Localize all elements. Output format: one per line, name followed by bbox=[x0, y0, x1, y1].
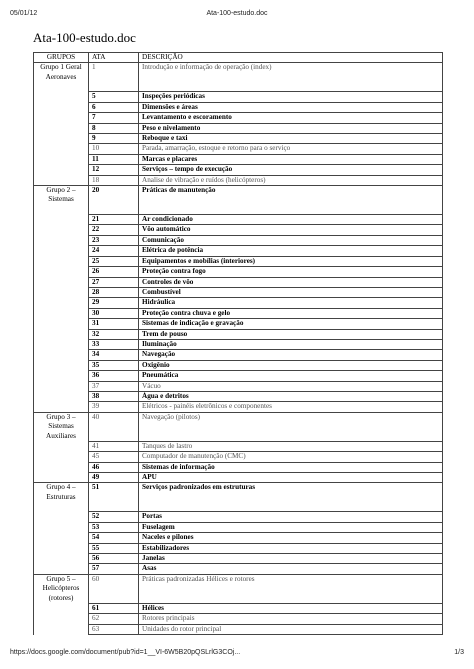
ata-number-cell: 31 bbox=[89, 319, 139, 329]
table-row bbox=[34, 165, 443, 175]
table-row bbox=[34, 287, 443, 297]
table-row bbox=[34, 452, 443, 462]
ata-number-cell: 20 bbox=[89, 186, 139, 215]
group-cell: Grupo 4 – Estruturas bbox=[34, 483, 89, 512]
document-title: Ata-100-estudo.doc bbox=[33, 30, 136, 45]
table-row bbox=[34, 522, 443, 532]
description-cell: Navegação bbox=[139, 350, 443, 360]
description-cell: Inspeções periódicas bbox=[139, 92, 443, 102]
group-cell bbox=[34, 144, 89, 154]
description-cell: Fuselagem bbox=[139, 522, 443, 532]
group-cell bbox=[34, 123, 89, 133]
description-cell: Práticas de manutenção bbox=[139, 186, 443, 215]
ata-number-cell: 56 bbox=[89, 554, 139, 564]
description-cell: Introdução e informação de operação (index) bbox=[139, 63, 443, 92]
description-cell: Controles de vôo bbox=[139, 277, 443, 287]
description-cell: Práticas padronizadas Hélices e rotores bbox=[139, 574, 443, 603]
group-cell bbox=[34, 533, 89, 543]
description-cell: Água e detritos bbox=[139, 391, 443, 401]
description-cell: Elétrica de potência bbox=[139, 246, 443, 256]
table-row bbox=[34, 391, 443, 401]
group-cell bbox=[34, 319, 89, 329]
group-cell bbox=[34, 102, 89, 112]
table-row bbox=[34, 462, 443, 472]
group-cell bbox=[34, 277, 89, 287]
description-cell: Dimensões e áreas bbox=[139, 102, 443, 112]
ata-number-cell: 23 bbox=[89, 235, 139, 245]
table-row bbox=[34, 339, 443, 349]
table-row bbox=[34, 543, 443, 553]
group-cell bbox=[34, 452, 89, 462]
ata-number-cell: 39 bbox=[89, 402, 139, 412]
table-row bbox=[34, 256, 443, 266]
group-cell bbox=[34, 512, 89, 522]
description-cell: Combustível bbox=[139, 287, 443, 297]
description-cell: Trem de pouso bbox=[139, 329, 443, 339]
group-cell: Grupo 1 Geral Aeronaves bbox=[34, 63, 89, 92]
group-cell bbox=[34, 154, 89, 164]
print-footer bbox=[0, 649, 474, 661]
group-cell bbox=[34, 308, 89, 318]
group-cell bbox=[34, 462, 89, 472]
description-cell: Analise de vibração e ruídos (helicópteros) bbox=[139, 175, 443, 185]
group-cell: Grupo 3 – Sistemas Auxiliares bbox=[34, 412, 89, 441]
group-cell bbox=[34, 350, 89, 360]
group-cell bbox=[34, 215, 89, 225]
group-cell bbox=[34, 235, 89, 245]
group-cell bbox=[34, 554, 89, 564]
table-row bbox=[34, 123, 443, 133]
description-cell: Proteção contra fogo bbox=[139, 267, 443, 277]
description-cell: Computador de manutenção (CMC) bbox=[139, 452, 443, 462]
table-row bbox=[34, 225, 443, 235]
ata-number-cell: 36 bbox=[89, 371, 139, 381]
ata-number-cell: 41 bbox=[89, 441, 139, 451]
table-row bbox=[34, 175, 443, 185]
description-cell: Proteção contra chuva e gelo bbox=[139, 308, 443, 318]
table-body bbox=[34, 63, 443, 635]
ata-number-cell: 27 bbox=[89, 277, 139, 287]
description-cell: Reboque e taxi bbox=[139, 134, 443, 144]
ata-number-cell: 63 bbox=[89, 624, 139, 634]
group-cell bbox=[34, 113, 89, 123]
table-row bbox=[34, 512, 443, 522]
description-cell: Estabilizadores bbox=[139, 543, 443, 553]
ata-number-cell: 9 bbox=[89, 134, 139, 144]
ata-number-cell: 28 bbox=[89, 287, 139, 297]
print-header bbox=[0, 10, 474, 22]
ata-number-cell: 5 bbox=[89, 92, 139, 102]
ata-number-cell: 24 bbox=[89, 246, 139, 256]
description-cell: APU bbox=[139, 473, 443, 483]
ata-table bbox=[33, 52, 443, 635]
description-cell: Sistemas de informação bbox=[139, 462, 443, 472]
table-row bbox=[34, 215, 443, 225]
table-row bbox=[34, 92, 443, 102]
description-cell: Hélices bbox=[139, 603, 443, 613]
ata-number-cell: 29 bbox=[89, 298, 139, 308]
table-row bbox=[34, 154, 443, 164]
group-cell bbox=[34, 624, 89, 634]
description-cell: Rotores principais bbox=[139, 614, 443, 624]
ata-number-cell: 21 bbox=[89, 215, 139, 225]
table-row bbox=[34, 246, 443, 256]
page-number: 1/3 bbox=[454, 649, 464, 656]
table-row bbox=[34, 614, 443, 624]
ata-number-cell: 10 bbox=[89, 144, 139, 154]
ata-number-cell: 54 bbox=[89, 533, 139, 543]
description-cell: Portas bbox=[139, 512, 443, 522]
table-row bbox=[34, 554, 443, 564]
group-cell bbox=[34, 175, 89, 185]
group-cell bbox=[34, 256, 89, 266]
group-cell bbox=[34, 614, 89, 624]
ata-number-cell: 38 bbox=[89, 391, 139, 401]
table-row bbox=[34, 319, 443, 329]
description-cell: Navegação (pilotos) bbox=[139, 412, 443, 441]
ata-number-cell: 46 bbox=[89, 462, 139, 472]
table-row bbox=[34, 102, 443, 112]
ata-number-cell: 49 bbox=[89, 473, 139, 483]
description-cell: Unidades do rotor principal bbox=[139, 624, 443, 634]
description-cell: Pneumática bbox=[139, 371, 443, 381]
description-cell: Naceles e pilones bbox=[139, 533, 443, 543]
table-row bbox=[34, 350, 443, 360]
ata-number-cell: 33 bbox=[89, 339, 139, 349]
group-cell bbox=[34, 441, 89, 451]
description-cell: Peso e nivelamento bbox=[139, 123, 443, 133]
group-cell bbox=[34, 473, 89, 483]
description-cell: Comunicação bbox=[139, 235, 443, 245]
group-cell bbox=[34, 603, 89, 613]
group-cell bbox=[34, 92, 89, 102]
description-cell: Janelas bbox=[139, 554, 443, 564]
table-row bbox=[34, 63, 443, 92]
description-cell: Sistemas de indicação e gravação bbox=[139, 319, 443, 329]
table-row bbox=[34, 186, 443, 215]
table-row bbox=[34, 412, 443, 441]
ata-number-cell: 55 bbox=[89, 543, 139, 553]
group-cell bbox=[34, 267, 89, 277]
table-row bbox=[34, 473, 443, 483]
ata-number-cell: 61 bbox=[89, 603, 139, 613]
description-cell: Hidráulica bbox=[139, 298, 443, 308]
table-row bbox=[34, 402, 443, 412]
table-row bbox=[34, 564, 443, 574]
group-cell bbox=[34, 522, 89, 532]
ata-number-cell: 52 bbox=[89, 512, 139, 522]
description-cell: Vácuo bbox=[139, 381, 443, 391]
ata-number-cell: 1 bbox=[89, 63, 139, 92]
group-cell bbox=[34, 564, 89, 574]
group-cell bbox=[34, 360, 89, 370]
page-url: https://docs.google.com/document/pub?id=1__VI-6W5B20pQSLrlG3COj... bbox=[10, 649, 241, 656]
description-cell: Elétricos - painéis eletrônicos e componentes bbox=[139, 402, 443, 412]
ata-number-cell: 18 bbox=[89, 175, 139, 185]
description-cell: Iluminação bbox=[139, 339, 443, 349]
group-cell bbox=[34, 339, 89, 349]
ata-number-cell: 22 bbox=[89, 225, 139, 235]
ata-number-cell: 35 bbox=[89, 360, 139, 370]
description-cell: Levantamento e escoramento bbox=[139, 113, 443, 123]
ata-number-cell: 51 bbox=[89, 483, 139, 512]
table-row bbox=[34, 144, 443, 154]
ata-number-cell: 8 bbox=[89, 123, 139, 133]
ata-number-cell: 25 bbox=[89, 256, 139, 266]
group-cell bbox=[34, 134, 89, 144]
group-cell bbox=[34, 165, 89, 175]
table-row bbox=[34, 308, 443, 318]
ata-number-cell: 45 bbox=[89, 452, 139, 462]
description-cell: Serviços padronizados em estruturas bbox=[139, 483, 443, 512]
group-cell: Grupo 2 – Sistemas bbox=[34, 186, 89, 215]
ata-number-cell: 40 bbox=[89, 412, 139, 441]
ata-number-cell: 6 bbox=[89, 102, 139, 112]
table-row bbox=[34, 574, 443, 603]
description-cell: Parada, amarração, estoque e retorno para o serviço bbox=[139, 144, 443, 154]
ata-number-cell: 60 bbox=[89, 574, 139, 603]
table-row bbox=[34, 235, 443, 245]
table-header-row bbox=[34, 53, 443, 63]
table-row bbox=[34, 603, 443, 613]
ata-number-cell: 12 bbox=[89, 165, 139, 175]
description-cell: Equipamentos e mobílias (interiores) bbox=[139, 256, 443, 266]
description-cell: Oxigênio bbox=[139, 360, 443, 370]
table-row bbox=[34, 113, 443, 123]
header-ata: ATA bbox=[89, 53, 139, 63]
group-cell bbox=[34, 329, 89, 339]
description-cell: Marcas e placares bbox=[139, 154, 443, 164]
table-row bbox=[34, 371, 443, 381]
group-cell bbox=[34, 287, 89, 297]
group-cell bbox=[34, 543, 89, 553]
header-grupos: GRUPOS bbox=[34, 53, 89, 63]
description-cell: Serviços – tempo de execução bbox=[139, 165, 443, 175]
header-descricao: DESCRIÇÃO bbox=[139, 53, 443, 63]
ata-number-cell: 53 bbox=[89, 522, 139, 532]
group-cell bbox=[34, 225, 89, 235]
table-row bbox=[34, 624, 443, 634]
group-cell: Grupo 5 – Helicópteros (rotores) bbox=[34, 574, 89, 603]
group-cell bbox=[34, 371, 89, 381]
group-cell bbox=[34, 298, 89, 308]
table-row bbox=[34, 381, 443, 391]
group-cell bbox=[34, 391, 89, 401]
ata-number-cell: 34 bbox=[89, 350, 139, 360]
table-row bbox=[34, 483, 443, 512]
description-cell: Tanques de lastro bbox=[139, 441, 443, 451]
description-cell: Ar condicionado bbox=[139, 215, 443, 225]
print-date: 05/01/12 bbox=[10, 10, 38, 17]
ata-number-cell: 32 bbox=[89, 329, 139, 339]
table-row bbox=[34, 533, 443, 543]
description-cell: Asas bbox=[139, 564, 443, 574]
table-row bbox=[34, 360, 443, 370]
ata-number-cell: 7 bbox=[89, 113, 139, 123]
ata-number-cell: 30 bbox=[89, 308, 139, 318]
table-row bbox=[34, 329, 443, 339]
group-cell bbox=[34, 402, 89, 412]
table-row bbox=[34, 267, 443, 277]
ata-number-cell: 62 bbox=[89, 614, 139, 624]
ata-number-cell: 57 bbox=[89, 564, 139, 574]
description-cell: Vôo automático bbox=[139, 225, 443, 235]
group-cell bbox=[34, 381, 89, 391]
print-title: Ata-100-estudo.doc bbox=[206, 10, 268, 17]
ata-number-cell: 37 bbox=[89, 381, 139, 391]
table-row bbox=[34, 441, 443, 451]
ata-number-cell: 26 bbox=[89, 267, 139, 277]
group-cell bbox=[34, 246, 89, 256]
ata-number-cell: 11 bbox=[89, 154, 139, 164]
table-row bbox=[34, 298, 443, 308]
table-row bbox=[34, 277, 443, 287]
table-row bbox=[34, 134, 443, 144]
